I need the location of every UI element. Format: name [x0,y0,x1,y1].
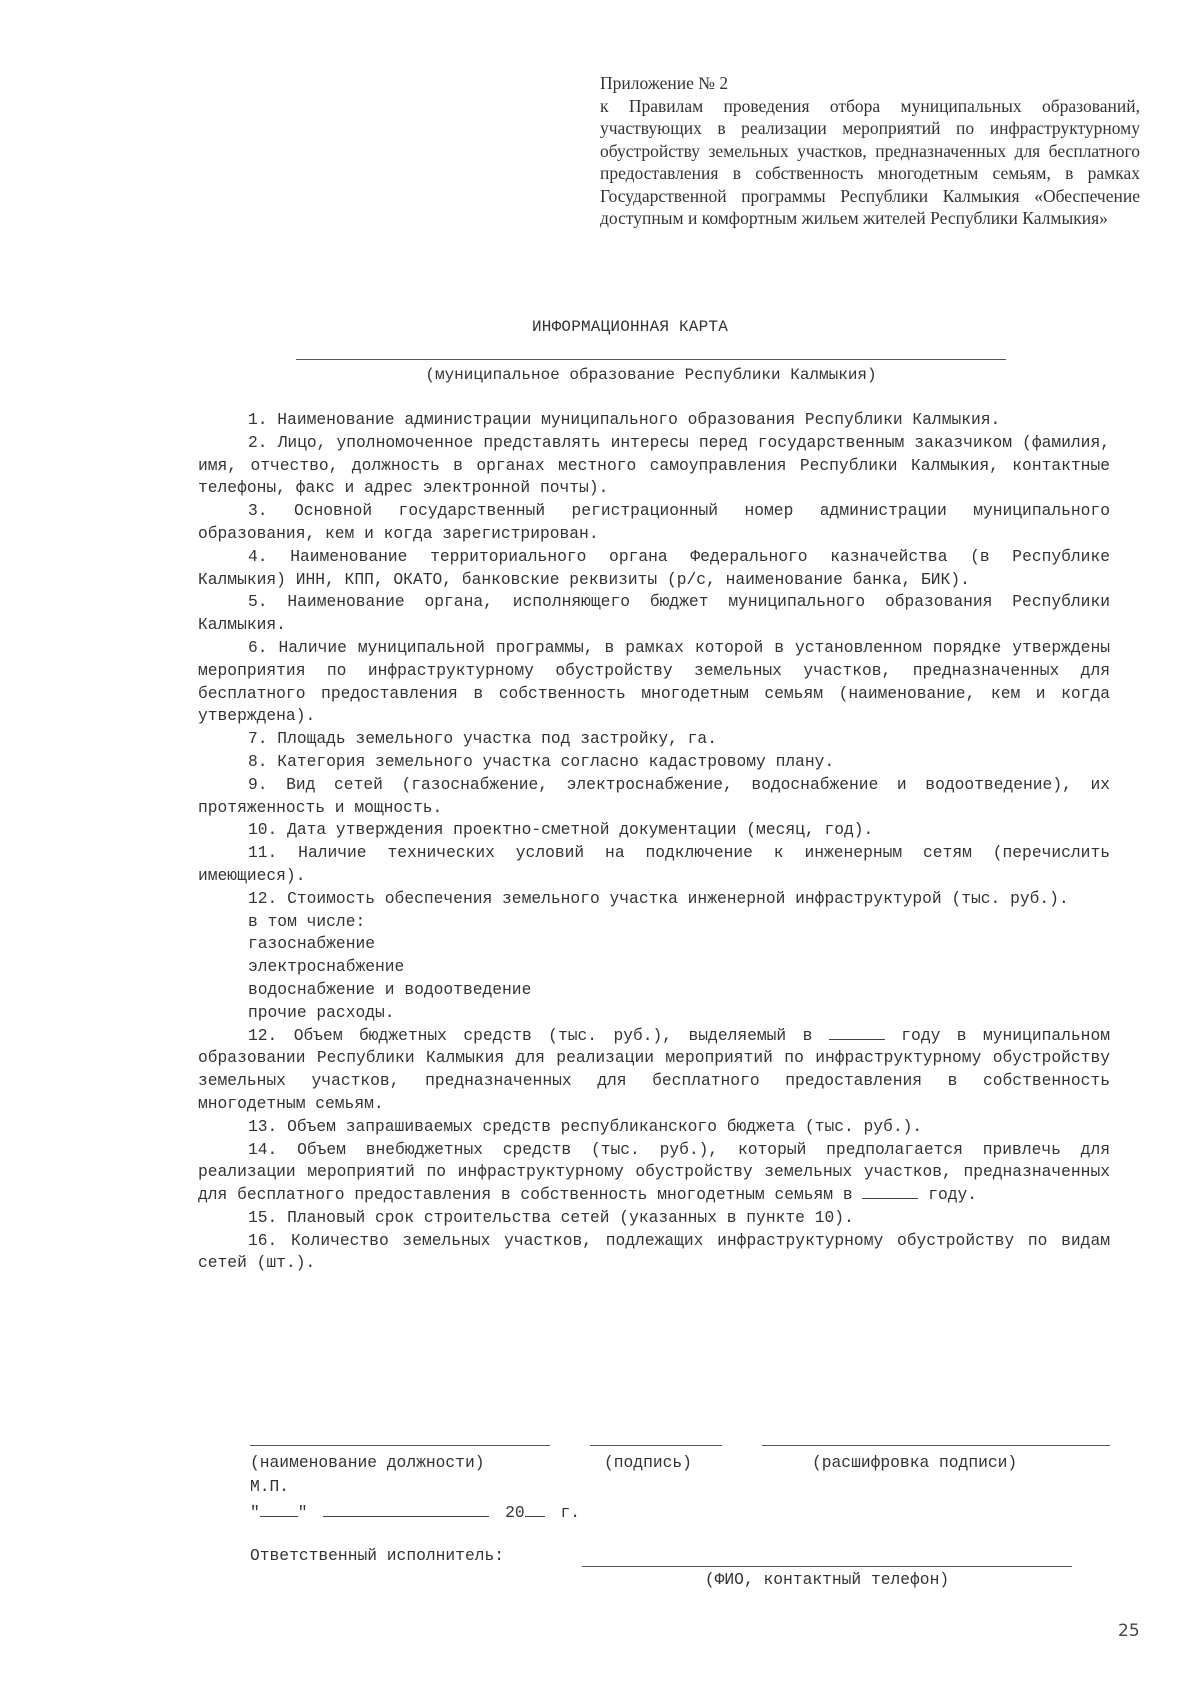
list-item: 3. Основной государственный регистрационный номер администрации муниципального образования, кем и когда зарегистрирован. [198,501,1110,543]
responsible-label: Ответственный исполнитель: [250,1546,505,1565]
year-blank[interactable] [525,1502,545,1517]
list-item: 2. Лицо, уполномоченное представлять интересы перед государственным заказчиком (фамилия, имя, отчество, должность в органах местного самоуправления Республики Калмыкия, контактные телефоны, факс и адрес электронной почты). [198,432,1110,498]
responsible-line[interactable] [582,1566,1072,1567]
date-quote-close: " [297,1503,308,1522]
budget-text-before: 12. Объем бюджетных средств (тыс. руб.), выделяемый в [248,1025,813,1045]
list-item: 11. Наличие технических условий на подключение к инженерным сетям (перечислить имеющиеся). [198,843,1110,885]
sub-item: газоснабжение [248,934,376,954]
sub-item: в том числе: [248,911,366,931]
item-list [198,409,1110,1275]
date-quote-open: " [250,1503,260,1522]
sub-item: водоснабжение и водоотведение [248,979,532,999]
list-item: 4. Наименование территориального органа Федерального казначейства (в Республике Калмыкия) ИНН, КПП, ОКАТО, банковские реквизиты (р/с, наименование банка, БИК). [198,546,1110,589]
budget-text-after: году в муниципальном образовании Республики Калмыкия для реализации мероприятий по инфраструктурному обустройству земельных участков, предназначенных для бесплатного предоставления в собственность многодетным семьям. [198,1025,1110,1113]
list-item: 7. Площадь земельного участка под застройку, га. [248,729,717,749]
list-item: 9. Вид сетей (газоснабжение, электроснабжение, водоснабжение и водоотведение), их протяженность и мощность. [198,774,1110,817]
list-item: 12. Стоимость обеспечения земельного участка инженерной инфраструктурой (тыс. руб.). [248,888,1069,908]
year-prefix: 20 [505,1503,525,1522]
list-item: 5. Наименование органа, исполняющего бюджет муниципального образования Республики Калмыкия. [198,592,1110,635]
year-suffix: г. [560,1503,580,1522]
day-blank[interactable] [260,1502,298,1517]
appendix-header [600,72,1140,230]
sub-item: электроснабжение [248,957,405,977]
list-item-extrabudget [198,1139,1110,1207]
document-title: ИНФОРМАЦИОННАЯ КАРТА [531,318,729,336]
decoding-caption: (расшифровка подписи) [812,1453,1018,1472]
municipality-caption: (муниципальное образование Республики Калмыкия) [425,366,877,384]
sub-item: прочие расходы. [248,1002,395,1022]
municipality-fill-line [296,359,1006,360]
decoding-line[interactable] [762,1445,1110,1446]
extrabudget-text-before: 14. Объем внебюджетных средств (тыс. руб.), который предполагается привлечь для реализации мероприятий по инфраструктурному обустройству земельных участков, предназначенных для бесплатного предоставления в собственность многодетным семьям в [198,1139,1110,1205]
list-item: 8. Категория земельного участка согласно кадастровому плану. [248,751,835,771]
list-item: 10. Дата утверждения проектно-сметной документации (месяц, год). [248,820,874,840]
appendix-text: к Правилам проведения отбора муниципальных образований, участвующих в реализации мероприятий по инфраструктурному обустройству земельных участков, предназначенных для бесплатного предоставления в собственность многодетным семьям, в рамках Государственной программы Республики Калмыкия «Обеспечение доступным и комфортным жильем жителей Республики Калмыкия» [600,95,1140,228]
year-blank[interactable] [862,1184,918,1199]
year-blank[interactable] [829,1025,885,1040]
list-item-budget [198,1025,1110,1116]
list-item: 15. Плановый срок строительства сетей (указанных в пункте 10). [248,1207,854,1227]
date-row [250,1502,580,1522]
signature-caption: (подпись) [604,1453,692,1472]
list-item: 6. Наличие муниципальной программы, в рамках которой в установленном порядке утверждены мероприятия по инфраструктурному обустройству земельных участков, предназначенных для бесплатного предоставления в собственность многодетным семьям (наименование, кем и когда утверждена). [198,637,1110,726]
month-blank[interactable] [323,1502,489,1517]
appendix-title: Приложение № 2 [600,73,729,93]
responsible-caption: (ФИО, контактный телефон) [704,1570,950,1589]
position-caption: (наименование должности) [250,1453,485,1472]
list-item: 13. Объем запрашиваемых средств республиканского бюджета (тыс. руб.). [248,1116,923,1136]
position-line[interactable] [250,1445,550,1446]
list-item: 1. Наименование администрации муниципального образования Республики Калмыкия. [248,410,1001,429]
signature-line[interactable] [590,1445,722,1446]
list-item: 16. Количество земельных участков, подлежащих инфраструктурному обустройству по видам сетей (шт.). [198,1230,1110,1273]
extrabudget-text-after: году. [928,1185,978,1205]
stamp-place: М.П. [250,1477,290,1496]
page-number: 25 [1118,1621,1140,1641]
